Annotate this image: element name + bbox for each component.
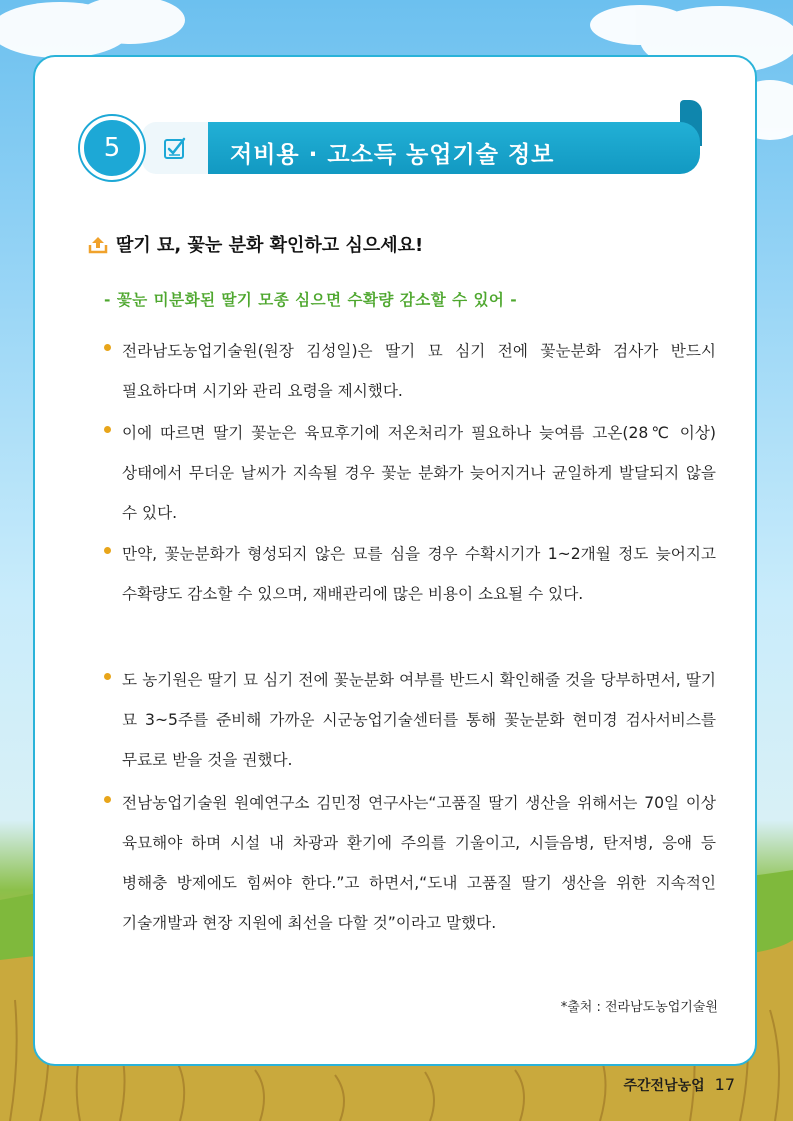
list-item xyxy=(104,534,716,614)
list-item xyxy=(104,331,716,411)
paragraph-text: 도 농기원은 딸기 묘 심기 전에 꽃눈분화 여부를 반드시 확인해줄 것을 당부하면서, 딸기 묘 3~5주를 준비해 가까운 시군농업기술센터를 통해 꽃눈분화 현미경 검사서비스를 무료로 받을 것을 권했다. xyxy=(122,671,716,769)
article-subheading: - 꽃눈 미분화된 딸기 모종 심으면 수확량 감소할 수 있어 - xyxy=(104,291,518,309)
paragraph-text: 전남농업기술원 원예연구소 김민정 연구사는“고품질 딸기 생산을 위해서는 70일 이상 육묘해야 하며 시설 내 차광과 환기에 주의를 기울이고, 시들음병, 탄저병, 응애 등 병해충 방제에도 힘써야 한다.”고 하면서,“도내 고품질 딸기 생산을 위한 지속적인 기술개발과 현장 지원에 최선을 다할 것”이라고 말했다. xyxy=(122,794,716,932)
list-item xyxy=(104,783,716,943)
section-banner xyxy=(80,98,710,186)
page-footer xyxy=(623,1075,735,1095)
paragraph-text: 전라남도농업기술원(원장 김성일)은 딸기 묘 심기 전에 꽃눈분화 검사가 반드시 필요하다며 시기와 관리 요령을 제시했다. xyxy=(122,342,716,400)
bullet-dot xyxy=(104,673,111,680)
article-heading-text: 딸기 묘, 꽃눈 분화 확인하고 심으세요! xyxy=(116,235,424,256)
paragraph-text: 이에 따르면 딸기 꽃눈은 육묘후기에 저온처리가 필요하나 늦여름 고온(28℃ 이상) 상태에서 무더운 날씨가 지속될 경우 꽃눈 분화가 늦어지거나 균일하게 발달되지 않을 수 있다. xyxy=(122,424,716,522)
section-title: 저비용 · 고소득 농업기술 정보 xyxy=(230,142,555,168)
bullet-dot xyxy=(104,344,111,351)
list-item xyxy=(104,660,716,780)
list-item xyxy=(104,413,716,533)
bullet-dot xyxy=(104,547,111,554)
bullet-dot xyxy=(104,796,111,803)
checklist-icon xyxy=(162,135,188,161)
article-heading xyxy=(88,230,423,258)
publication-name: 주간전남농업 xyxy=(623,1078,705,1094)
paragraph-text: 만약, 꽃눈분화가 형성되지 않은 묘를 심을 경우 수확시기가 1~2개월 정도 늦어지고 수확량도 감소할 수 있으며, 재배관리에 많은 비용이 소요될 수 있다. xyxy=(122,545,716,603)
section-number-badge: 5 xyxy=(80,116,144,180)
banner-icon-tab xyxy=(142,122,208,174)
source-credit: *출처 : 전라남도농업기술원 xyxy=(560,1000,718,1015)
bullet-dot xyxy=(104,426,111,433)
page-number: 17 xyxy=(714,1075,735,1094)
upload-arrow-icon xyxy=(88,234,108,254)
